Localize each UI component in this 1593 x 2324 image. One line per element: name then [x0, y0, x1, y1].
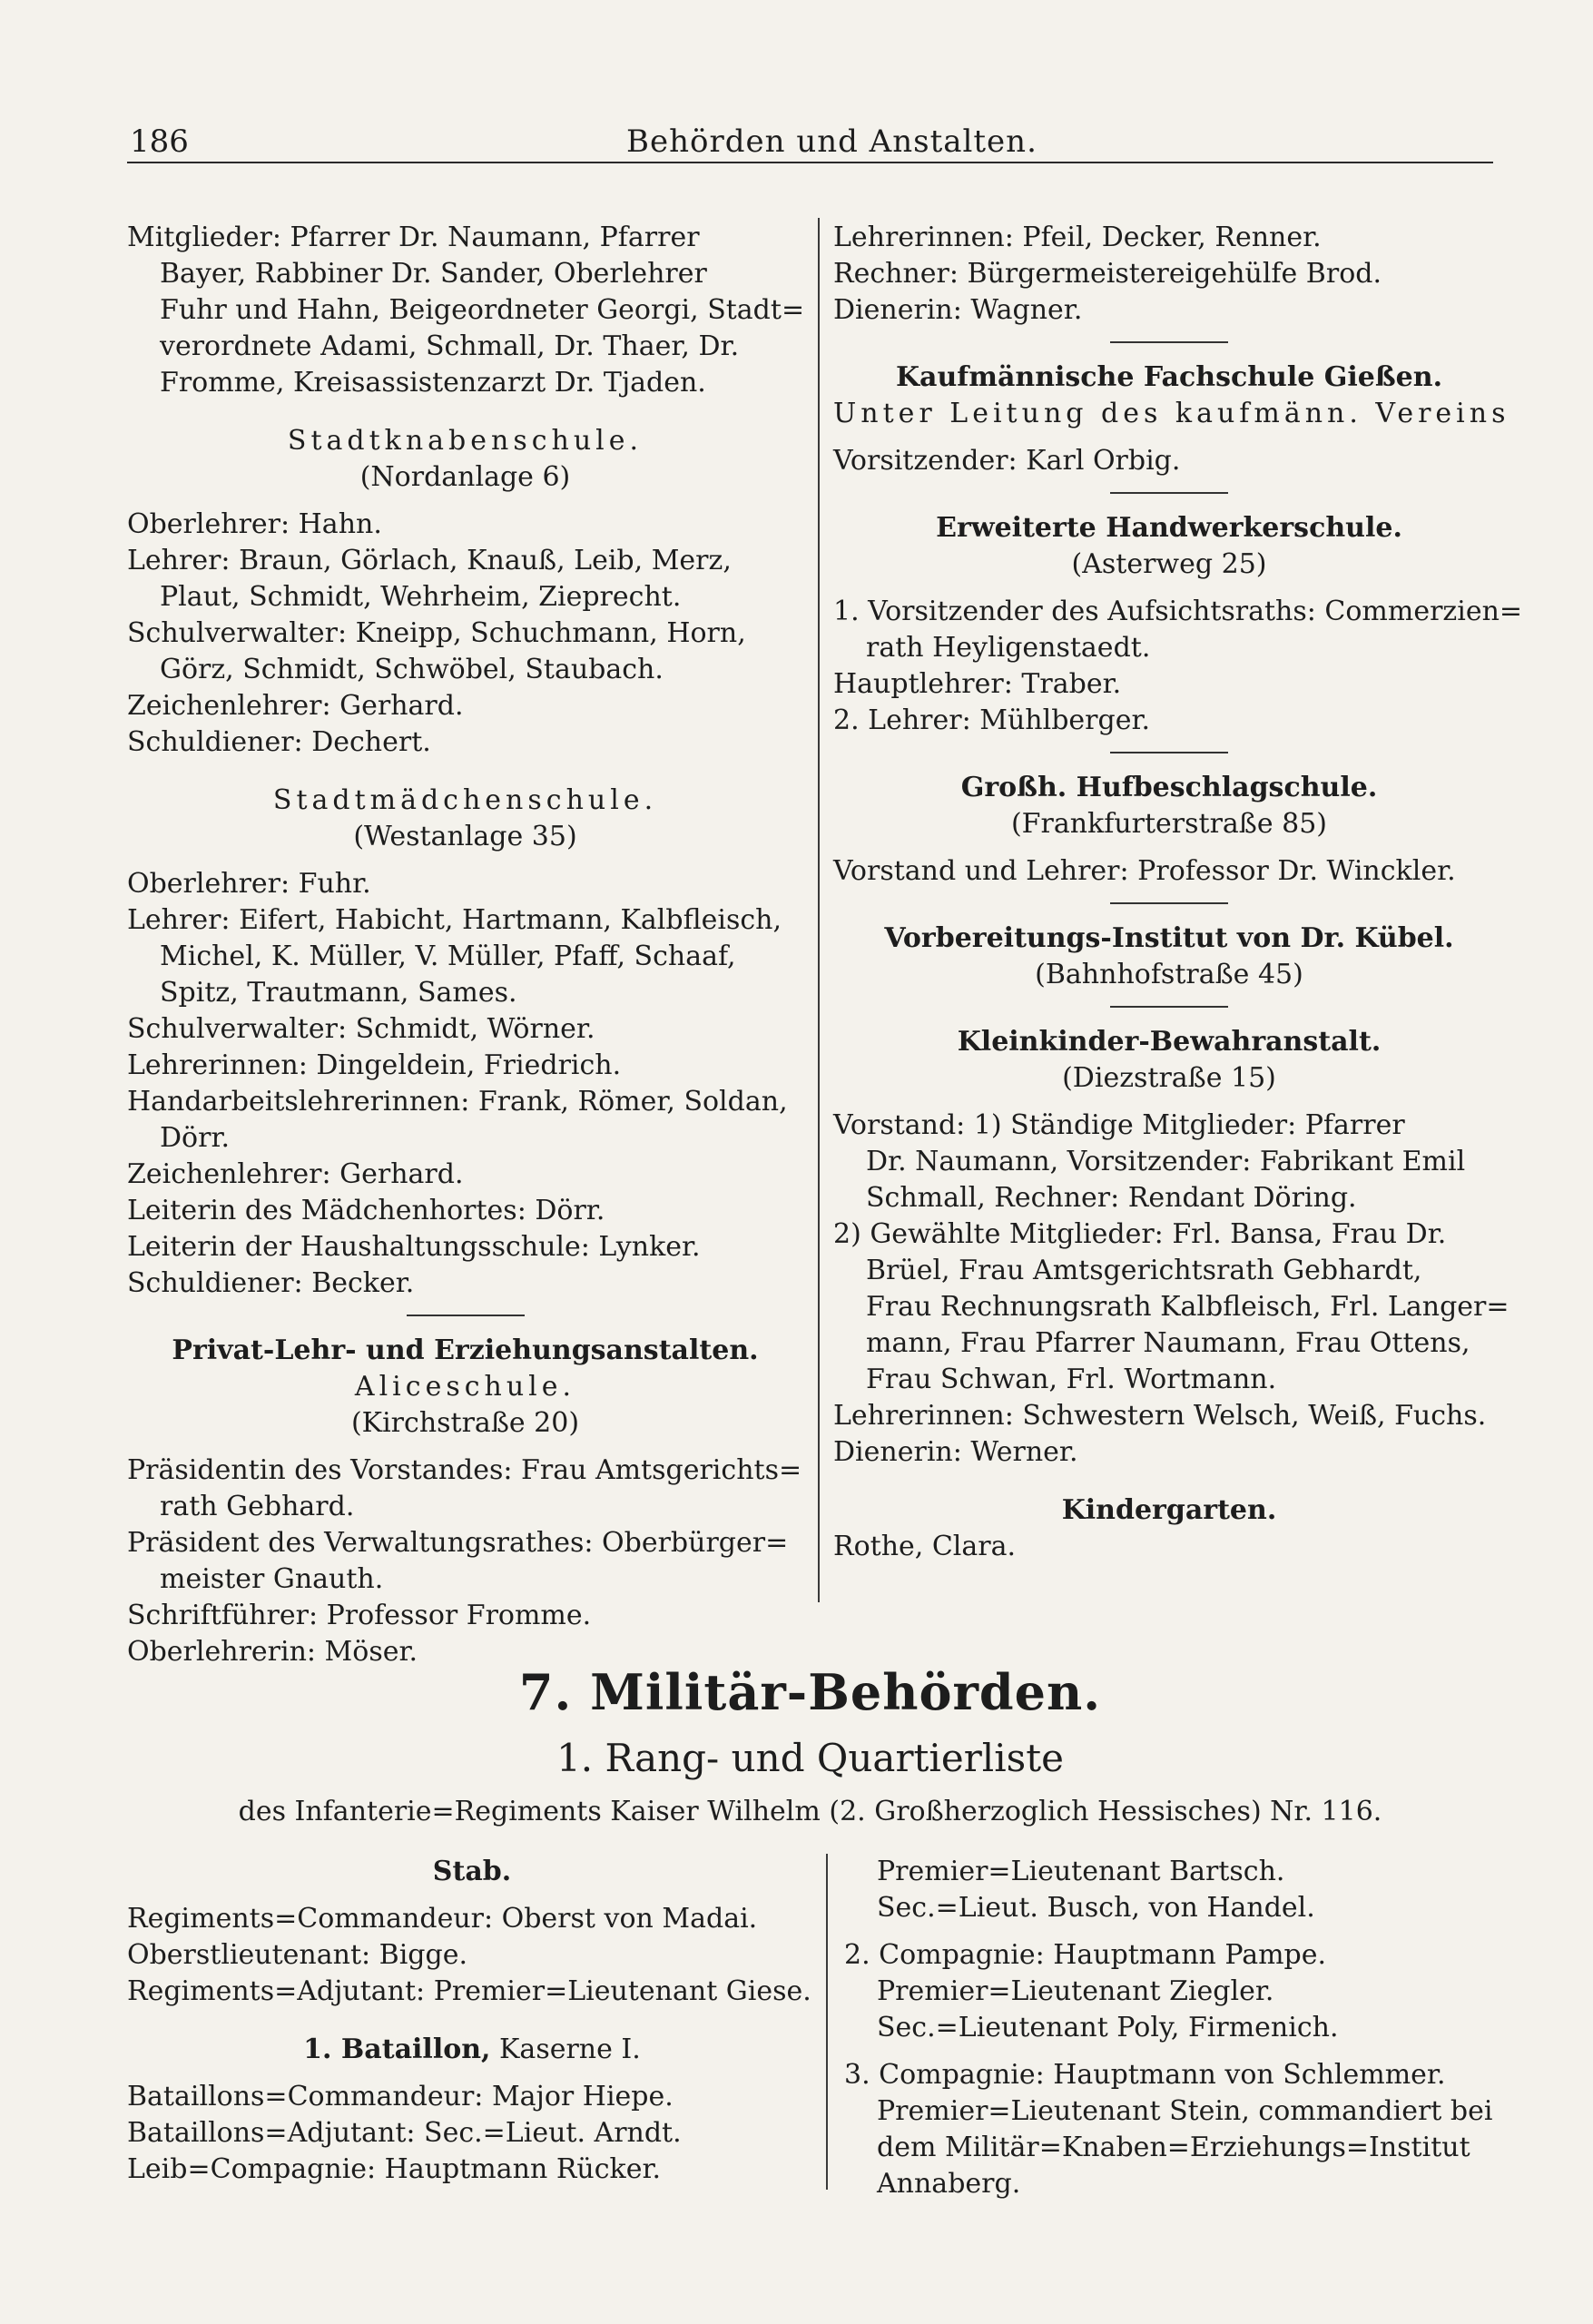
text-line: Schmall, Rechner: Rendant Döring.	[866, 1182, 1357, 1214]
text-line: Michel, K. Müller, V. Müller, Pfaff, Schaaf,	[160, 940, 736, 972]
spacer	[833, 842, 1505, 853]
text-line: Bayer, Rabbiner Dr. Sander, Oberlehrer	[160, 258, 707, 290]
text-line: Lehrerinnen: Pfeil, Decker, Renner.	[833, 222, 1322, 253]
section-title: Aliceschule.	[354, 1371, 576, 1403]
spacer	[127, 2010, 817, 2032]
left-column	[127, 220, 803, 1670]
text-line: Zeichenlehrer: Gerhard.	[127, 690, 464, 722]
text-line: Regiments=Adjutant: Premier=Lieutenant Giese.	[127, 1975, 811, 2007]
text-line: meister Gnauth.	[160, 1563, 384, 1595]
text-line: Regiments=Commandeur: Oberst von Madai.	[127, 1903, 758, 1935]
text-line: Sec.=Lieutenant Poly, Firmenich.	[877, 2012, 1339, 2043]
section-rule	[1110, 1006, 1228, 1008]
section-address: (Nordanlage 6)	[359, 461, 571, 493]
header-rule	[127, 162, 1493, 163]
section-rule	[1110, 341, 1228, 343]
section-rule	[1110, 902, 1228, 904]
text-line: Vorsitzender: Karl Orbig.	[833, 445, 1181, 477]
section-address: (Kirchstraße 20)	[350, 1407, 580, 1439]
spacer	[127, 1890, 817, 1901]
text-line: Oberstlieutenant: Bigge.	[127, 1939, 467, 1971]
text-line: Sec.=Lieut. Busch, von Handel.	[877, 1892, 1315, 1924]
spacer	[127, 855, 803, 866]
text-line: Lehrerinnen: Dingeldein, Friedrich.	[127, 1049, 622, 1081]
text-line: 2. Lehrer: Mühlberger.	[833, 704, 1151, 736]
bataillon-label: 1. Bataillon,	[303, 2034, 491, 2065]
regiment-line: des Infanterie=Regiments Kaiser Wilhelm (2. Großherzoglich Hessisches) Nr. 116.	[238, 1796, 1382, 1827]
section-address: (Asterweg 25)	[1071, 548, 1267, 580]
text-line: Fuhr und Hahn, Beigeordneter Georgi, Stadt=	[160, 294, 805, 326]
text-line: Plaut, Schmidt, Wehrheim, Zieprecht.	[160, 581, 682, 613]
section-heading: Erweiterte Handwerkerschule.	[936, 512, 1402, 544]
text-line: Rechner: Bürgermeistereigehülfe Brod.	[833, 258, 1382, 290]
text-line: Hauptlehrer: Traber.	[833, 668, 1122, 700]
section-heading: Vorbereitungs-Institut von Dr. Kübel.	[884, 922, 1454, 954]
chapter-title: 7. Militär-Behörden.	[518, 1663, 1102, 1721]
running-title: Behörden und Anstalten.	[626, 123, 1037, 160]
text-line: Zeichenlehrer: Gerhard.	[127, 1158, 464, 1190]
text-line: 2) Gewählte Mitglieder: Frl. Bansa, Frau Dr.	[833, 1218, 1447, 1250]
text-line: Oberlehrer: Fuhr.	[127, 868, 371, 900]
spacer	[127, 496, 803, 507]
text-line: verordnete Adami, Schmall, Dr. Thaer, Dr.	[160, 330, 740, 362]
column-divider-upper	[818, 218, 820, 1602]
text-line: Brüel, Frau Amtsgerichtsrath Gebhardt,	[866, 1255, 1422, 1286]
section-address: (Frankfurterstraße 85)	[1010, 808, 1328, 840]
text-line: Schuldiener: Becker.	[127, 1267, 415, 1299]
section-heading: Privat-Lehr- und Erziehungsanstalten.	[172, 1334, 759, 1366]
text-line: Präsident des Verwaltungsrathes: Oberbürger=	[127, 1527, 789, 1559]
spacer	[844, 1926, 1507, 1937]
text-line: Bataillons=Adjutant: Sec.=Lieut. Arndt.	[127, 2117, 682, 2149]
text-line: Oberlehrer: Hahn.	[127, 508, 382, 540]
spacer	[127, 1442, 803, 1452]
spacer	[833, 1097, 1505, 1108]
text-line: dem Militär=Knaben=Erziehungs=Institut	[877, 2132, 1470, 2163]
text-line: Lehrerinnen: Schwestern Welsch, Weiß, Fuchs.	[833, 1400, 1487, 1432]
text-line: Premier=Lieutenant Ziegler.	[877, 1975, 1274, 2007]
text-line: Schriftführer: Professor Fromme.	[127, 1600, 592, 1631]
military-right-column	[844, 1854, 1507, 2202]
section-address: (Bahnhofstraße 45)	[1035, 959, 1303, 990]
spacer	[833, 432, 1505, 443]
section-rule	[407, 1315, 525, 1316]
section-title: Stadtmädchenschule.	[272, 784, 658, 816]
text-line: Vorstand: 1) Ständige Mitglieder: Pfarrer	[833, 1109, 1405, 1141]
text-line: Fromme, Kreisassistenzarzt Dr. Tjaden.	[160, 367, 706, 399]
text-line: Premier=Lieutenant Bartsch.	[877, 1856, 1285, 1887]
text-line: Schulverwalter: Kneipp, Schuchmann, Horn,	[127, 617, 746, 649]
chapter-subtitle: 1. Rang- und Quartierliste	[556, 1736, 1064, 1780]
text-line: Frau Schwan, Frl. Wortmann.	[866, 1364, 1277, 1395]
section-heading: Kaufmännische Fachschule Gießen.	[895, 361, 1443, 393]
text-line: Oberlehrerin: Möser.	[127, 1636, 418, 1668]
text-line: Präsidentin des Vorstandes: Frau Amtsgerichts=	[127, 1454, 802, 1486]
section-rule	[1110, 492, 1228, 494]
text-line: Leib=Compagnie: Hauptmann Rücker.	[127, 2153, 662, 2185]
text-line: Dienerin: Werner.	[833, 1436, 1078, 1468]
section-rule	[1110, 752, 1228, 753]
text-line: Premier=Lieutenant Stein, commandiert bei	[877, 2095, 1493, 2127]
section-heading: Kleinkinder-Bewahranstalt.	[957, 1026, 1382, 1058]
text-line: 1. Vorsitzender des Aufsichtsraths: Commerzien=	[833, 596, 1523, 627]
military-left-column	[127, 1854, 817, 2188]
section-heading: Kindergarten.	[1061, 1494, 1277, 1526]
text-line: Annaberg.	[877, 2168, 1021, 2200]
text-line: mann, Frau Pfarrer Naumann, Frau Ottens,	[866, 1327, 1470, 1359]
text-line: Dr. Naumann, Vorsitzender: Fabrikant Emil	[866, 1146, 1466, 1177]
text-line: Handarbeitslehrerinnen: Frank, Römer, Soldan,	[127, 1086, 788, 1118]
text-line: Dörr.	[160, 1122, 231, 1154]
text-line: Spitz, Trautmann, Sames.	[160, 977, 517, 1009]
spacer	[127, 401, 803, 423]
text-line: 3. Compagnie: Hauptmann von Schlemmer.	[844, 2059, 1446, 2091]
spacer	[127, 761, 803, 783]
text-line: Bataillons=Commandeur: Major Hiepe.	[127, 2081, 674, 2112]
section-heading: Großh. Hufbeschlagschule.	[960, 772, 1378, 803]
text-line: Schulverwalter: Schmidt, Wörner.	[127, 1013, 595, 1045]
text-line: Leiterin der Haushaltungsschule: Lynker.	[127, 1231, 701, 1263]
text-line: Dienerin: Wagner.	[833, 294, 1083, 326]
text-line: Schuldiener: Dechert.	[127, 726, 431, 758]
bataillon-location: Kaserne I.	[490, 2034, 641, 2065]
section-heading: Stab.	[432, 1856, 512, 1887]
column-divider-lower	[826, 1854, 828, 2190]
section-subtitle: Unter Leitung des kaufmänn. Vereins	[833, 398, 1510, 429]
page-number: 186	[130, 123, 189, 160]
spacer	[844, 2046, 1507, 2057]
spacer	[833, 583, 1505, 594]
right-column	[833, 220, 1523, 1565]
text-line: Mitglieder: Pfarrer Dr. Naumann, Pfarrer	[127, 222, 700, 253]
text-line: Leiterin des Mädchenhortes: Dörr.	[127, 1195, 605, 1226]
text-line: rath Heyligenstaedt.	[866, 632, 1151, 664]
section-address: (Westanlage 35)	[353, 821, 577, 852]
section-title: Stadtknabenschule.	[287, 425, 644, 457]
text-line: Lehrer: Eifert, Habicht, Hartmann, Kalbfleisch,	[127, 904, 782, 936]
spacer	[127, 2068, 817, 2079]
text-line: Görz, Schmidt, Schwöbel, Staubach.	[160, 654, 664, 685]
section-address: (Diezstraße 15)	[1062, 1062, 1276, 1094]
text-line: Rothe, Clara.	[833, 1531, 1017, 1562]
text-line: Lehrer: Braun, Görlach, Knauß, Leib, Merz,	[127, 545, 732, 576]
text-line: Frau Rechnungsrath Kalbfleisch, Frl. Langer=	[866, 1291, 1509, 1323]
text-line: rath Gebhard.	[160, 1491, 355, 1522]
text-line: Vorstand und Lehrer: Professor Dr. Winckler.	[833, 855, 1456, 887]
spacer	[833, 1471, 1505, 1492]
section-heading	[127, 2032, 817, 2068]
text-line: 2. Compagnie: Hauptmann Pampe.	[844, 1939, 1327, 1971]
